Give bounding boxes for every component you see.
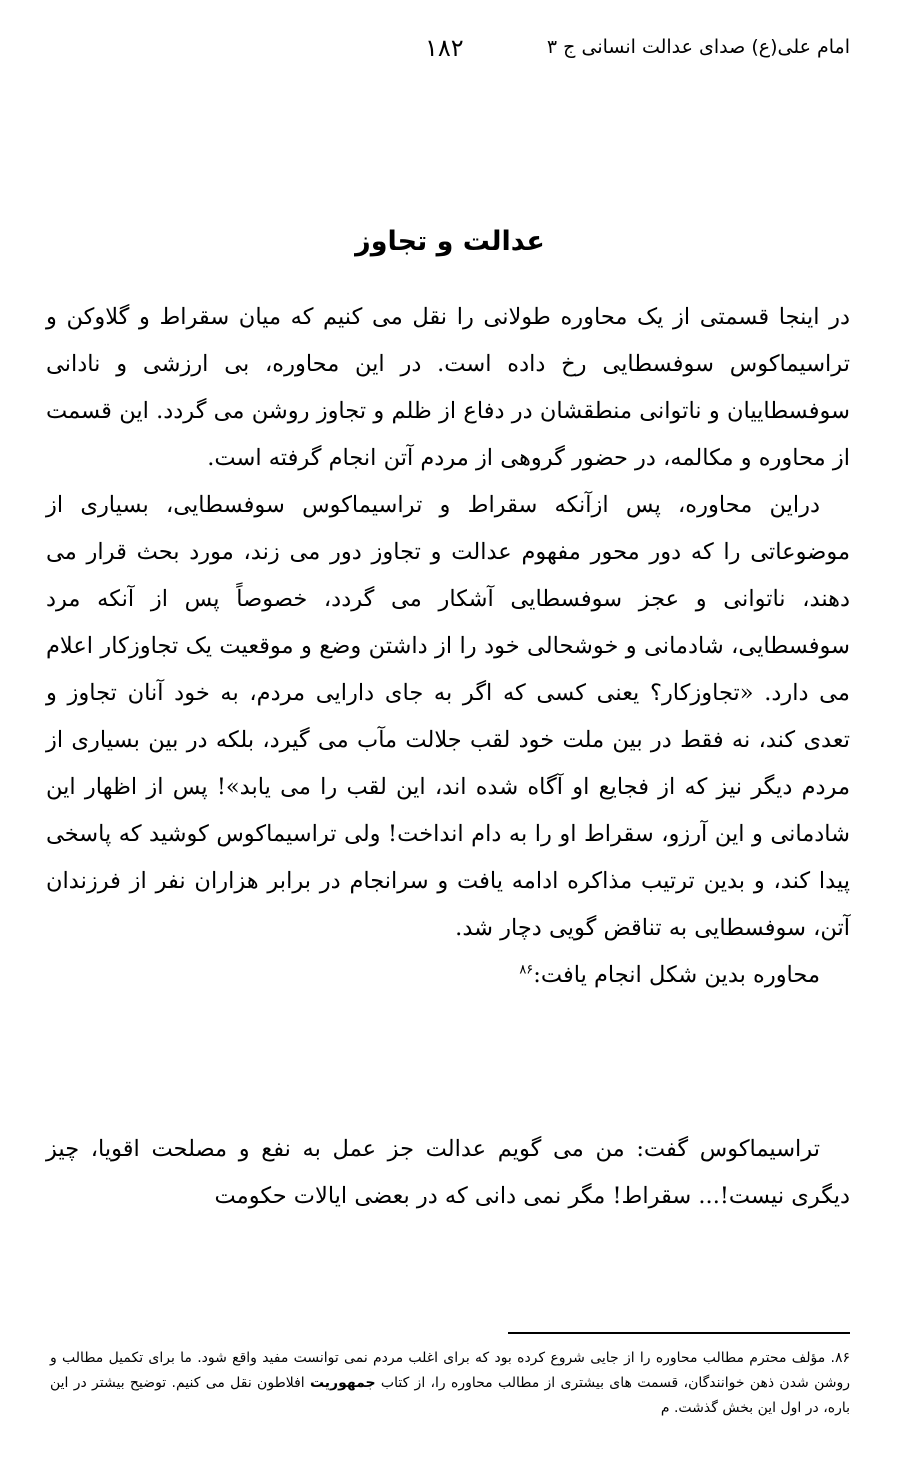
footnote-book-name: جمهوریت bbox=[309, 1375, 376, 1391]
footnote-reference[interactable]: ۸۶ bbox=[519, 962, 534, 978]
chapter-title: عدالت و تجاوز bbox=[355, 226, 545, 257]
running-header bbox=[50, 36, 850, 76]
paragraph-1: در اینجا قسمتی از یک محاوره طولانی را نقل می کنیم که میان سقراط و گلاوکن و تراسیماکوس سوفسطایی رخ داده است. در این محاوره، بی ارزشی و نادانی سوفسطاییان و ناتوانی منطقشان در دفاع از ظلم و تجاوز روشن می گردد. این قسمت از محاوره و مکالمه، در حضور گروهی از مردم آتن انجام گرفته است. bbox=[46, 304, 850, 471]
intro-line-text: محاوره بدین شکل انجام یافت: bbox=[533, 962, 820, 988]
footnote-text-before: مؤلف محترم مطالب محاوره را از جایی شروع کرده بود که برای اغلب مردم نمی توانست مفید واقع شود. ما برای تکمیل مطالب و روشن شدن ذهن خوانندگان، قسمت های بیشتری از مطالب محاوره را، از کتاب bbox=[50, 1350, 850, 1391]
footnote-number: ۸۶. bbox=[830, 1350, 850, 1366]
footnotes bbox=[50, 1346, 850, 1421]
page-number: ۱۸۲ bbox=[425, 34, 464, 62]
footnote-86 bbox=[50, 1346, 850, 1421]
body-text bbox=[46, 294, 850, 999]
footnote-text-after: افلاطون نقل می کنیم. توضیح بیشتر در این باره، در اول این بخش گذشت. م bbox=[50, 1375, 850, 1416]
intro-line bbox=[46, 952, 850, 999]
header-title: امام علی(ع) صدای عدالت انسانی ج ۳ bbox=[546, 36, 850, 58]
footnote-divider bbox=[508, 1332, 850, 1334]
paragraph-2: دراین محاوره، پس ازآنکه سقراط و تراسیماکوس سوفسطایی، بسیاری از موضوعاتی را که دور محور مفهوم عدالت و تجاوز دور می زند، مورد بحث قرار می دهند، ناتوانی و عجز سوفسطایی آشکار می گردد، خصوصاً پس از آنکه مرد سوفسطایی، شادمانی و خوشحالی خود را از داشتن وضع و موقعیت یک تجاوزکار اعلام می دارد. «تجاوزکار؟ یعنی کسی که اگر به جای دارایی مردم، به خود آنان تجاوز و تعدی کند، نه فقط در بین ملت خود لقب جلالت مآب می گیرد، بلکه در بین بسیاری از مردم دیگر نیز که از فجایع او آگاه شده اند، این لقب را می یابد»! پس از اظهار این شادمانی و این آرزو، سقراط او را به دام انداخت! ولی تراسیماکوس کوشید که پاسخی پیدا کند، و بدین ترتیب مذاکره ادامه یافت و سرانجام در برابر هزاران نفر از فرزندان آتن، سوفسطایی به تناقض گویی دچار شد. bbox=[46, 492, 850, 941]
dialogue-paragraph: تراسیماکوس گفت: من می گویم عدالت جز عمل به نفع و مصلحت اقویا، چیز دیگری نیست!... سقراط! مگر نمی دانی که در بعضی ایالات حکومت bbox=[46, 1136, 850, 1209]
